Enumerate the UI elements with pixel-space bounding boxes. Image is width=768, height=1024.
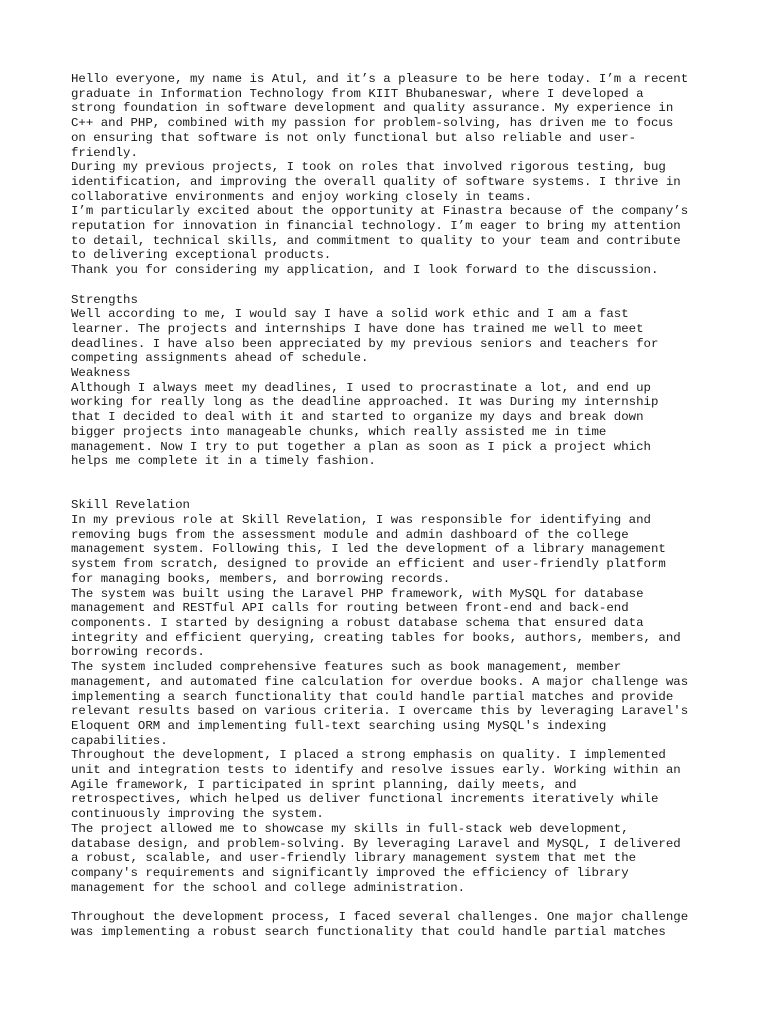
skill-revelation-paragraph-6: Throughout the development process, I faced several challenges. One major challenge was implementing a robust search functionality that could handle partial matches <box>71 910 689 939</box>
skill-revelation-paragraph-5: The project allowed me to showcase my skills in full-stack web development, database design, and problem-solving. By leveraging Laravel and MySQL, I delivered a robust, scalable, and user-friendly library management system that met the company's requirements and significantly improved the efficiency of library management for the school and college administration. <box>71 821 681 895</box>
section-spacer <box>71 469 711 498</box>
document-page <box>71 72 711 939</box>
intro-paragraph-4: Thank you for considering my application, and I look forward to the discussion. <box>71 263 659 278</box>
section-spacer <box>71 895 711 910</box>
skill-revelation-paragraph-4: Throughout the development, I placed a strong emphasis on quality. I implemented unit and integration tests to identify and resolve issues early. Working within an Agile framework, I participated in sprint planning, daily meets, and retrospectives, which helped us deliver functional increments iteratively while continuously improving the system. <box>71 748 681 822</box>
weakness-heading: Weakness <box>71 366 131 381</box>
section-spacer <box>71 278 711 293</box>
skill-revelation-paragraph-1: In my previous role at Skill Revelation, I was responsible for identifying and removing bugs from the assessment module and admin dashboard of the college management system. Following this, I led the development of a library management system from scratch, designed to provide an efficient and user-friendly platform for managing books, members, and borrowing records. <box>71 513 666 586</box>
intro-paragraph-2: During my previous projects, I took on roles that involved rigorous testing, bug identification, and improving the overall quality of software systems. I thrive in collaborative environments and enjoy working closely in teams. <box>71 160 681 204</box>
intro-paragraph-1: Hello everyone, my name is Atul, and it’s a pleasure to be here today. I’m a recent graduate in Information Technology from KIIT Bhubaneswar, where I developed a strong foundation in software development and quality assurance. My experience in C++ and PHP, combined with my passion for problem-solving, has driven me to focus on ensuring that software is not only functional but also reliable and user- friendly. <box>71 72 689 160</box>
skill-revelation-paragraph-2: The system was built using the Laravel PHP framework, with MySQL for database management and RESTful API calls for routing between front-end and back-end components. I started by designing a robust database schema that ensured data integrity and efficient querying, creating tables for books, authors, members, and borrowing records. <box>71 586 681 660</box>
strengths-heading: Strengths <box>71 292 138 307</box>
strengths-paragraph: Well according to me, I would say I have a solid work ethic and I am a fast learner. The projects and internships I have done has trained me well to meet deadlines. I have also been appreciated by my previous seniors and teachers for competing assignments ahead of schedule. <box>71 307 659 366</box>
skill-revelation-heading: Skill Revelation <box>71 498 190 513</box>
intro-paragraph-3: I’m particularly excited about the opportunity at Finastra because of the company’s reputation for innovation in financial technology. I’m eager to bring my attention to detail, technical skills, and commitment to quality to your team and contribute to delivering exceptional products. <box>71 204 689 263</box>
skill-revelation-paragraph-3: The system included comprehensive features such as book management, member management, and automated fine calculation for overdue books. A major challenge was implementing a search functionality that could handle partial matches and provide relevant results based on various criteria. I overcame this by leveraging Laravel's Eloquent ORM and implementing full-text searching using MySQL's indexing capabilities. <box>71 660 689 748</box>
weakness-paragraph: Although I always meet my deadlines, I used to procrastinate a lot, and end up working for really long as the deadline approached. It was During my internship that I decided to deal with it and started to organize my days and break down bigger projects into manageable chunks, which really assisted me in time management. Now I try to put together a plan as soon as I pick a project which helps me complete it in a timely fashion. <box>71 380 659 469</box>
